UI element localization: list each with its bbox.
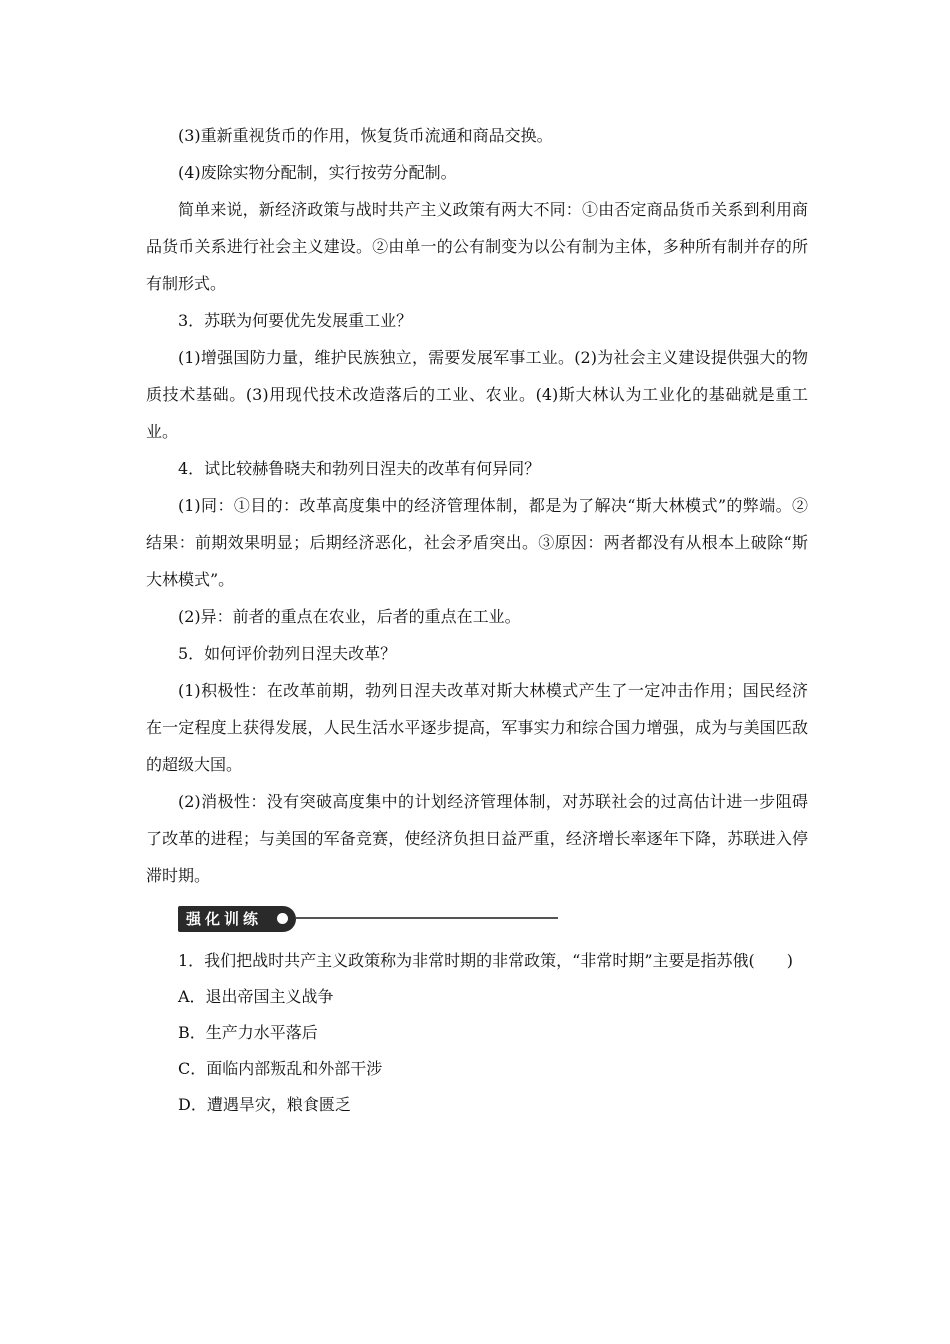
paragraph: (4)废除实物分配制，实行按劳分配制。 — [178, 163, 457, 182]
paragraph: (2)异：前者的重点在农业，后者的重点在工业。 — [178, 607, 521, 626]
option-c: C．面临内部叛乱和外部干涉 — [178, 1059, 383, 1078]
paragraph: (1)积极性：在改革前期，勃列日涅夫改革对斯大林模式产生了一定冲击作用；国民经济在一定程度上获得发展，人民生活水平逐步提高，军事实力和综合国力增强，成为与美国匹敌的超级大国。 — [146, 681, 808, 774]
paragraph: (1)增强国防力量，维护民族独立，需要发展军事工业。(2)为社会主义建设提供强大的物质技术基础。(3)用现代技术改造落后的工业、农业。(4)斯大林认为工业化的基础就是重工业。 — [146, 348, 808, 441]
question-heading: 4．试比较赫鲁晓夫和勃列日涅夫的改革有何异同？ — [178, 459, 541, 478]
option-d: D．遭遇旱灾，粮食匮乏 — [178, 1095, 351, 1114]
question-stem: 1．我们把战时共产主义政策称为非常时期的非常政策，“非常时期”主要是指苏俄( ) — [178, 951, 794, 970]
option-a: A．退出帝国主义战争 — [178, 987, 334, 1006]
option-b: B．生产力水平落后 — [178, 1023, 318, 1042]
section-divider — [296, 917, 558, 919]
document-content — [146, 117, 808, 1123]
section-banner — [146, 898, 808, 938]
section-banner-box — [178, 906, 296, 932]
section-banner-label: 强化训练 — [186, 910, 263, 928]
paragraph: (3)重新重视货币的作用，恢复货币流通和商品交换。 — [178, 126, 553, 145]
paragraph: (1)同：①目的：改革高度集中的经济管理体制，都是为了解决“斯大林模式”的弊端。②结果：前期效果明显；后期经济恶化，社会矛盾突出。③原因：两者都没有从根本上破除“斯大林模式”。 — [146, 496, 808, 589]
paragraph: (2)消极性：没有突破高度集中的计划经济管理体制，对苏联社会的过高估计进一步阻碍了改革的进程；与美国的军备竞赛，使经济负担日益严重，经济增长率逐年下降，苏联进入停滞时期。 — [146, 792, 808, 885]
circle-icon — [277, 913, 288, 924]
question-heading: 5．如何评价勃列日涅夫改革？ — [178, 644, 397, 663]
paragraph: 简单来说，新经济政策与战时共产主义政策有两大不同：①由否定商品货币关系到利用商品货币关系进行社会主义建设。②由单一的公有制变为以公有制为主体，多种所有制并存的所有制形式。 — [146, 200, 808, 293]
question-heading: 3．苏联为何要优先发展重工业？ — [178, 311, 413, 330]
